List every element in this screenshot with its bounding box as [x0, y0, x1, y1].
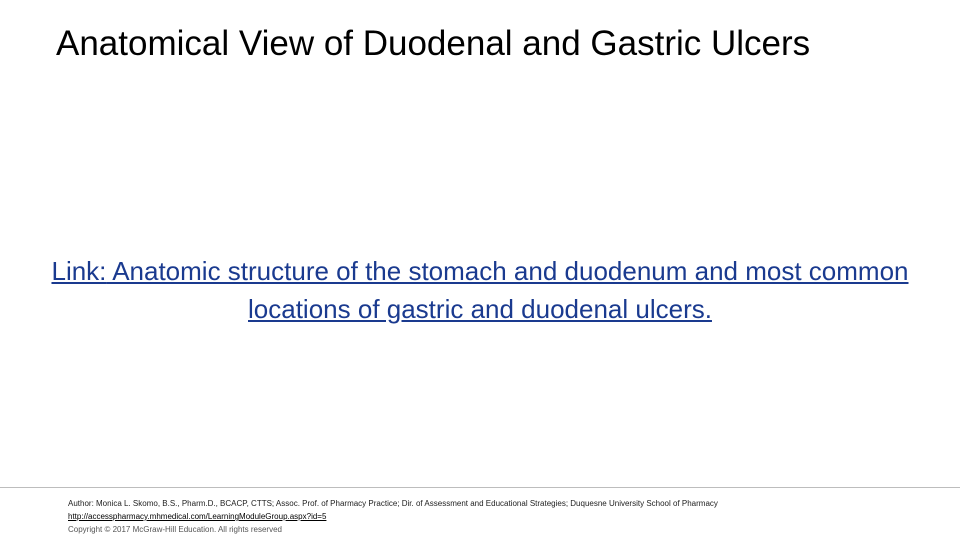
footer-divider: [0, 487, 960, 488]
footer-url-link[interactable]: http://accesspharmacy.mhmedical.com/LearningModuleGroup.aspx?id=5: [68, 512, 327, 521]
link-block: [40, 252, 920, 328]
footer-copyright: Copyright © 2017 McGraw-Hill Education. All rights reserved: [68, 525, 282, 534]
anatomy-link[interactable]: [51, 256, 908, 324]
footer: [68, 497, 928, 536]
footer-author: Author: Monica L. Skomo, B.S., Pharm.D., BCACP, CTTS; Assoc. Prof. of Pharmacy Practice; Dir. of Assessment and Educational Strategies; Duquesne University School of Pharmacy: [68, 499, 718, 508]
link-prefix: Link:: [51, 256, 107, 286]
slide-title: Anatomical View of Duodenal and Gastric Ulcers: [56, 24, 811, 63]
link-text: Anatomic structure of the stomach and duodenum and most common locations of gastric and duodenal ulcers.: [106, 256, 909, 324]
